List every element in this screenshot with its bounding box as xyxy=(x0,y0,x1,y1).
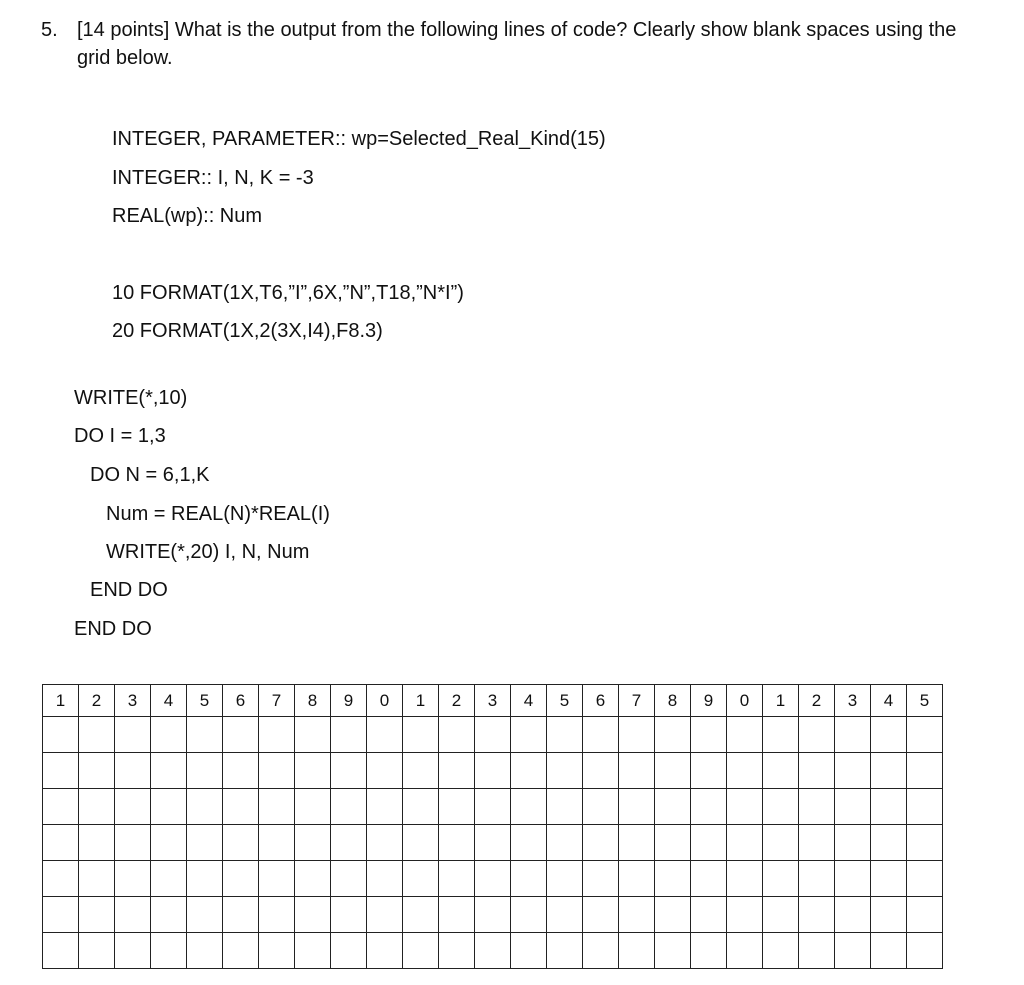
grid-cell[interactable] xyxy=(583,753,619,789)
grid-cell[interactable] xyxy=(403,897,439,933)
grid-cell[interactable] xyxy=(151,897,187,933)
grid-cell[interactable] xyxy=(151,789,187,825)
grid-cell[interactable] xyxy=(655,933,691,969)
grid-cell[interactable] xyxy=(727,897,763,933)
code-declaration-line: INTEGER:: I, N, K = -3 xyxy=(112,167,314,189)
grid-cell[interactable] xyxy=(79,861,115,897)
code-body-line: END DO xyxy=(74,618,152,640)
grid-cell[interactable] xyxy=(871,717,907,753)
code-body-line: WRITE(*,10) xyxy=(74,387,188,409)
grid-cell[interactable] xyxy=(115,717,151,753)
grid-cell[interactable] xyxy=(151,753,187,789)
grid-cell[interactable] xyxy=(619,717,655,753)
question-text: [14 points] What is the output from the following lines of code? Clearly show blank spaces using the grid below. xyxy=(77,19,957,69)
grid-cell[interactable] xyxy=(43,717,79,753)
grid-cell[interactable] xyxy=(799,717,835,753)
grid-cell[interactable] xyxy=(79,825,115,861)
grid-cell[interactable] xyxy=(439,789,475,825)
grid-cell[interactable] xyxy=(187,897,223,933)
grid-cell[interactable] xyxy=(367,861,403,897)
grid-cell[interactable] xyxy=(187,789,223,825)
grid-cell[interactable] xyxy=(403,789,439,825)
grid-cell[interactable] xyxy=(511,897,547,933)
grid-cell[interactable] xyxy=(187,861,223,897)
grid-cell[interactable] xyxy=(871,825,907,861)
grid-cell[interactable] xyxy=(331,753,367,789)
grid-cell[interactable] xyxy=(799,753,835,789)
grid-cell[interactable] xyxy=(187,933,223,969)
grid-cell[interactable] xyxy=(691,753,727,789)
grid-cell[interactable] xyxy=(835,717,871,753)
grid-cell[interactable] xyxy=(511,717,547,753)
grid-cell[interactable] xyxy=(475,717,511,753)
grid-cell[interactable] xyxy=(403,825,439,861)
grid-cell[interactable] xyxy=(871,897,907,933)
grid-cell[interactable] xyxy=(619,789,655,825)
grid-cell[interactable] xyxy=(871,789,907,825)
grid-cell[interactable] xyxy=(43,897,79,933)
grid-cell[interactable] xyxy=(763,753,799,789)
grid-cell[interactable] xyxy=(439,753,475,789)
grid-column-label: 4 xyxy=(511,685,547,717)
grid-cell[interactable] xyxy=(583,825,619,861)
grid-cell[interactable] xyxy=(439,897,475,933)
grid-cell[interactable] xyxy=(403,717,439,753)
code-body-line: DO I = 1,3 xyxy=(74,425,166,447)
grid-row xyxy=(43,933,943,969)
grid-cell[interactable] xyxy=(727,861,763,897)
grid-cell[interactable] xyxy=(331,825,367,861)
grid-cell[interactable] xyxy=(583,717,619,753)
grid-cell[interactable] xyxy=(763,933,799,969)
grid-cell[interactable] xyxy=(727,825,763,861)
grid-cell[interactable] xyxy=(547,753,583,789)
grid-cell[interactable] xyxy=(799,861,835,897)
grid-header-row xyxy=(43,685,943,717)
grid-column-label: 4 xyxy=(871,685,907,717)
grid-cell[interactable] xyxy=(691,861,727,897)
grid-cell[interactable] xyxy=(331,933,367,969)
grid-cell[interactable] xyxy=(367,825,403,861)
code-format-line: 10 FORMAT(1X,T6,”I”,6X,”N”,T18,”N*I”) xyxy=(112,282,464,304)
grid-cell[interactable] xyxy=(655,861,691,897)
grid-cell[interactable] xyxy=(43,753,79,789)
grid-column-label: 5 xyxy=(547,685,583,717)
grid-cell[interactable] xyxy=(583,897,619,933)
grid-cell[interactable] xyxy=(259,789,295,825)
grid-cell[interactable] xyxy=(691,789,727,825)
grid-cell[interactable] xyxy=(763,825,799,861)
grid-cell[interactable] xyxy=(619,825,655,861)
grid-cell[interactable] xyxy=(763,897,799,933)
grid-cell[interactable] xyxy=(475,861,511,897)
grid-cell[interactable] xyxy=(367,933,403,969)
grid-cell[interactable] xyxy=(367,789,403,825)
grid-cell[interactable] xyxy=(43,825,79,861)
grid-column-label: 8 xyxy=(295,685,331,717)
grid-column-label: 4 xyxy=(151,685,187,717)
grid-cell[interactable] xyxy=(583,933,619,969)
grid-cell[interactable] xyxy=(763,861,799,897)
grid-cell[interactable] xyxy=(79,717,115,753)
grid-cell[interactable] xyxy=(259,933,295,969)
grid-cell[interactable] xyxy=(151,933,187,969)
grid-row xyxy=(43,789,943,825)
grid-cell[interactable] xyxy=(835,825,871,861)
grid-cell[interactable] xyxy=(727,717,763,753)
grid-cell[interactable] xyxy=(511,825,547,861)
grid-cell[interactable] xyxy=(907,789,943,825)
answer-grid xyxy=(42,684,943,969)
grid-cell[interactable] xyxy=(727,933,763,969)
grid-cell[interactable] xyxy=(151,825,187,861)
grid-column-label: 1 xyxy=(403,685,439,717)
grid-column-label: 8 xyxy=(655,685,691,717)
grid-cell[interactable] xyxy=(295,933,331,969)
grid-column-label: 6 xyxy=(583,685,619,717)
grid-row xyxy=(43,861,943,897)
grid-cell[interactable] xyxy=(259,897,295,933)
code-body-line: Num = REAL(N)*REAL(I) xyxy=(106,503,330,525)
grid-cell[interactable] xyxy=(403,933,439,969)
grid-cell[interactable] xyxy=(403,861,439,897)
grid-cell[interactable] xyxy=(79,897,115,933)
grid-cell[interactable] xyxy=(223,789,259,825)
grid-column-label: 9 xyxy=(691,685,727,717)
grid-cell[interactable] xyxy=(79,933,115,969)
grid-cell[interactable] xyxy=(655,789,691,825)
grid-cell[interactable] xyxy=(835,789,871,825)
grid-cell[interactable] xyxy=(115,933,151,969)
grid-column-label: 5 xyxy=(907,685,943,717)
grid-cell[interactable] xyxy=(115,753,151,789)
grid-cell[interactable] xyxy=(439,861,475,897)
grid-cell[interactable] xyxy=(691,825,727,861)
grid-cell[interactable] xyxy=(727,753,763,789)
code-declaration-line: REAL(wp):: Num xyxy=(112,205,263,227)
grid-cell[interactable] xyxy=(655,897,691,933)
grid-cell[interactable] xyxy=(331,717,367,753)
grid-cell[interactable] xyxy=(259,861,295,897)
grid-cell[interactable] xyxy=(475,897,511,933)
grid-cell[interactable] xyxy=(295,717,331,753)
grid-cell[interactable] xyxy=(547,717,583,753)
grid-cell[interactable] xyxy=(79,753,115,789)
grid-cell[interactable] xyxy=(799,897,835,933)
grid-cell[interactable] xyxy=(871,933,907,969)
grid-column-label: 2 xyxy=(79,685,115,717)
grid-cell[interactable] xyxy=(151,861,187,897)
grid-cell[interactable] xyxy=(907,717,943,753)
question-number: 5. xyxy=(41,19,58,41)
grid-cell[interactable] xyxy=(439,933,475,969)
grid-column-label: 2 xyxy=(799,685,835,717)
grid-cell[interactable] xyxy=(871,753,907,789)
grid-cell[interactable] xyxy=(835,933,871,969)
grid-cell[interactable] xyxy=(547,825,583,861)
grid-cell[interactable] xyxy=(475,825,511,861)
grid-cell[interactable] xyxy=(871,861,907,897)
grid-cell[interactable] xyxy=(907,897,943,933)
grid-cell[interactable] xyxy=(727,789,763,825)
grid-cell[interactable] xyxy=(295,897,331,933)
grid-cell[interactable] xyxy=(835,753,871,789)
grid-cell[interactable] xyxy=(367,753,403,789)
grid-cell[interactable] xyxy=(223,753,259,789)
grid-cell[interactable] xyxy=(835,861,871,897)
grid-cell[interactable] xyxy=(691,717,727,753)
grid-column-label: 3 xyxy=(835,685,871,717)
code-format-line: 20 FORMAT(1X,2(3X,I4),F8.3) xyxy=(112,320,383,342)
grid-cell[interactable] xyxy=(151,717,187,753)
grid-cell[interactable] xyxy=(547,861,583,897)
grid-cell[interactable] xyxy=(763,789,799,825)
grid-cell[interactable] xyxy=(619,933,655,969)
code-declaration-line: INTEGER, PARAMETER:: wp=Selected_Real_Kind(15) xyxy=(112,128,606,150)
grid-column-label: 7 xyxy=(619,685,655,717)
grid-cell[interactable] xyxy=(907,933,943,969)
grid-cell[interactable] xyxy=(115,897,151,933)
grid-column-label: 3 xyxy=(115,685,151,717)
grid-cell[interactable] xyxy=(259,825,295,861)
grid-cell[interactable] xyxy=(367,897,403,933)
grid-cell[interactable] xyxy=(295,753,331,789)
grid-cell[interactable] xyxy=(799,825,835,861)
grid-cell[interactable] xyxy=(691,933,727,969)
grid-cell[interactable] xyxy=(223,897,259,933)
grid-cell[interactable] xyxy=(511,861,547,897)
grid-cell[interactable] xyxy=(331,789,367,825)
grid-cell[interactable] xyxy=(907,861,943,897)
grid-cell[interactable] xyxy=(331,861,367,897)
grid-cell[interactable] xyxy=(655,825,691,861)
grid-cell[interactable] xyxy=(511,753,547,789)
grid-cell[interactable] xyxy=(79,789,115,825)
grid-cell[interactable] xyxy=(511,933,547,969)
grid-cell[interactable] xyxy=(187,753,223,789)
grid-cell[interactable] xyxy=(223,861,259,897)
grid-cell[interactable] xyxy=(547,789,583,825)
grid-cell[interactable] xyxy=(835,897,871,933)
grid-cell[interactable] xyxy=(295,861,331,897)
grid-cell[interactable] xyxy=(799,933,835,969)
grid-cell[interactable] xyxy=(439,825,475,861)
grid-cell[interactable] xyxy=(43,789,79,825)
grid-cell[interactable] xyxy=(43,933,79,969)
grid-column-label: 0 xyxy=(727,685,763,717)
grid-row xyxy=(43,825,943,861)
grid-cell[interactable] xyxy=(511,789,547,825)
grid-column-label: 3 xyxy=(475,685,511,717)
grid-cell[interactable] xyxy=(655,717,691,753)
grid-column-label: 7 xyxy=(259,685,295,717)
grid-row xyxy=(43,753,943,789)
grid-cell[interactable] xyxy=(619,861,655,897)
grid-cell[interactable] xyxy=(115,825,151,861)
grid-cell[interactable] xyxy=(475,933,511,969)
grid-row xyxy=(43,717,943,753)
grid-column-label: 9 xyxy=(331,685,367,717)
grid-cell[interactable] xyxy=(223,933,259,969)
grid-cell[interactable] xyxy=(331,897,367,933)
grid-cell[interactable] xyxy=(439,717,475,753)
grid-cell[interactable] xyxy=(43,861,79,897)
grid-cell[interactable] xyxy=(187,717,223,753)
grid-cell[interactable] xyxy=(259,717,295,753)
grid-cell[interactable] xyxy=(619,897,655,933)
grid-cell[interactable] xyxy=(619,753,655,789)
grid-column-label: 1 xyxy=(43,685,79,717)
grid-cell[interactable] xyxy=(763,717,799,753)
grid-cell[interactable] xyxy=(223,825,259,861)
grid-cell[interactable] xyxy=(547,897,583,933)
grid-cell[interactable] xyxy=(367,717,403,753)
grid-cell[interactable] xyxy=(583,789,619,825)
grid-cell[interactable] xyxy=(547,933,583,969)
grid-cell[interactable] xyxy=(475,753,511,789)
grid-column-label: 6 xyxy=(223,685,259,717)
grid-column-label: 0 xyxy=(367,685,403,717)
grid-cell[interactable] xyxy=(655,753,691,789)
grid-cell[interactable] xyxy=(115,861,151,897)
grid-cell[interactable] xyxy=(295,789,331,825)
grid-row xyxy=(43,897,943,933)
code-body-line: DO N = 6,1,K xyxy=(90,464,210,486)
grid-cell[interactable] xyxy=(295,825,331,861)
grid-cell[interactable] xyxy=(799,789,835,825)
grid-cell[interactable] xyxy=(403,753,439,789)
grid-column-label: 1 xyxy=(763,685,799,717)
grid-cell[interactable] xyxy=(691,897,727,933)
grid-cell[interactable] xyxy=(907,753,943,789)
grid-cell[interactable] xyxy=(187,825,223,861)
grid-column-label: 2 xyxy=(439,685,475,717)
grid-cell[interactable] xyxy=(259,753,295,789)
grid-cell[interactable] xyxy=(223,717,259,753)
grid-cell[interactable] xyxy=(907,825,943,861)
code-body-line: END DO xyxy=(90,579,168,601)
grid-cell[interactable] xyxy=(583,861,619,897)
grid-column-label: 5 xyxy=(187,685,223,717)
grid-cell[interactable] xyxy=(475,789,511,825)
code-body-line: WRITE(*,20) I, N, Num xyxy=(106,541,310,563)
grid-cell[interactable] xyxy=(115,789,151,825)
